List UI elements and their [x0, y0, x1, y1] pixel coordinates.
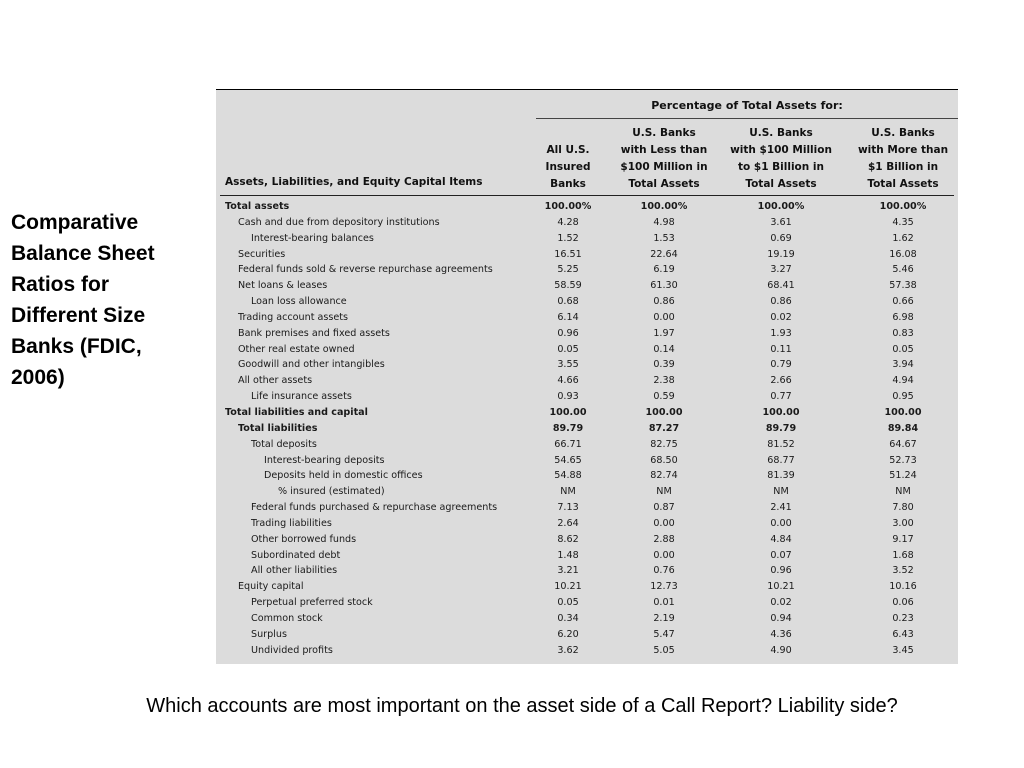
row-value: 3.27 — [770, 264, 792, 276]
row-value: 16.08 — [889, 248, 917, 260]
table-row — [216, 231, 958, 247]
row-value: 0.94 — [770, 612, 792, 624]
row-value: 68.41 — [767, 280, 795, 292]
row-value: 5.47 — [653, 628, 675, 640]
table-row — [216, 405, 958, 421]
row-value: 19.19 — [767, 248, 795, 260]
column-header-line: to $1 Billion in — [738, 161, 824, 173]
table-row — [216, 373, 958, 389]
title-line: Different Size — [11, 304, 146, 327]
row-label: Deposits held in domestic offices — [264, 470, 423, 482]
table-body — [216, 199, 958, 658]
table-row — [216, 294, 958, 310]
row-value: 0.00 — [653, 311, 675, 323]
row-label: Federal funds sold & reverse repurchase agreements — [238, 264, 493, 276]
row-label: Other borrowed funds — [251, 533, 357, 545]
table-row — [216, 532, 958, 548]
row-value: 100.00% — [879, 201, 927, 212]
row-value: 82.75 — [650, 438, 678, 450]
row-value: 3.52 — [892, 565, 914, 577]
row-label: Perpetual preferred stock — [251, 597, 373, 609]
row-value: 0.34 — [557, 612, 579, 624]
column-header-line: $100 Million in — [620, 161, 708, 173]
row-value: 52.73 — [889, 454, 917, 466]
row-value: NM — [656, 486, 672, 498]
row-value: 2.41 — [770, 502, 792, 514]
slide-title — [11, 207, 201, 393]
row-label: Life insurance assets — [251, 391, 352, 403]
row-value: 58.59 — [554, 280, 582, 292]
row-value: 2.88 — [653, 533, 675, 545]
row-label: Interest-bearing balances — [251, 232, 374, 244]
row-value: 0.96 — [557, 327, 579, 339]
row-value: 0.11 — [770, 343, 792, 355]
row-value: 0.69 — [770, 232, 792, 244]
row-value: 0.02 — [770, 311, 792, 323]
row-label: % insured (estimated) — [278, 486, 385, 498]
row-value: 7.80 — [892, 502, 914, 514]
row-label: Trading account assets — [238, 311, 349, 323]
row-value: 81.39 — [767, 470, 795, 482]
row-value: 87.27 — [648, 422, 680, 434]
row-label: Net loans & leases — [238, 280, 328, 292]
column-header-line: with More than — [857, 144, 949, 156]
table-row — [216, 357, 958, 373]
row-value: 3.55 — [557, 359, 579, 371]
row-value: 1.52 — [557, 232, 579, 244]
table-row — [216, 627, 958, 643]
row-value: 6.20 — [557, 628, 579, 640]
column-header-line: Total Assets — [628, 178, 700, 190]
table-row — [216, 342, 958, 358]
table-row — [216, 247, 958, 263]
row-value: 0.00 — [653, 517, 675, 529]
row-value: 0.14 — [653, 343, 675, 355]
title-line: Ratios for — [11, 273, 110, 296]
discussion-question: Which accounts are most important on the asset side of a Call Report? Liability side? — [146, 695, 898, 717]
row-label: Interest-bearing deposits — [264, 454, 385, 466]
row-value: 57.38 — [889, 280, 917, 292]
row-value: 0.66 — [892, 296, 914, 308]
row-value: 6.14 — [557, 311, 579, 323]
column-header-line: U.S. Banks — [871, 127, 935, 139]
row-label: Trading liabilities — [251, 517, 332, 529]
row-value: 2.38 — [653, 375, 675, 387]
column-header-line: $1 Billion in — [867, 161, 939, 173]
row-value: 89.79 — [552, 422, 584, 434]
column-header-line: Total Assets — [745, 178, 817, 190]
row-label: Common stock — [251, 612, 323, 624]
table-row — [216, 437, 958, 453]
row-value: 0.02 — [770, 597, 792, 609]
item-column-header: Assets, Liabilities, and Equity Capital Items — [225, 176, 483, 188]
row-value: 0.01 — [653, 597, 675, 609]
row-value: 0.68 — [557, 296, 579, 308]
row-value: 16.51 — [554, 248, 582, 260]
span-header-rule — [536, 118, 958, 119]
row-value: 3.62 — [557, 644, 579, 656]
row-label: Equity capital — [238, 581, 304, 593]
row-value: 10.21 — [767, 581, 795, 593]
row-value: 1.97 — [653, 327, 675, 339]
row-value: NM — [773, 486, 789, 498]
table-row — [216, 326, 958, 342]
row-value: 6.19 — [653, 264, 675, 276]
row-value: 100.00% — [544, 201, 592, 212]
table-row — [216, 453, 958, 469]
span-header: Percentage of Total Assets for: — [651, 99, 843, 112]
row-value: 4.36 — [770, 628, 792, 640]
column-header-large-banks — [844, 125, 962, 193]
row-label: Securities — [238, 248, 286, 260]
row-label: Subordinated debt — [251, 549, 341, 561]
row-value: 3.94 — [892, 359, 914, 371]
row-value: 82.74 — [650, 470, 678, 482]
row-label: Surplus — [251, 628, 287, 640]
table-row — [216, 579, 958, 595]
column-header-line: All U.S. — [546, 144, 590, 156]
table-row — [216, 262, 958, 278]
row-value: 0.05 — [557, 343, 579, 355]
row-value: 7.13 — [557, 502, 579, 514]
row-value: 10.16 — [889, 581, 917, 593]
column-header-line: Total Assets — [867, 178, 939, 190]
row-value: 68.50 — [650, 454, 678, 466]
row-value: 1.93 — [770, 327, 792, 339]
row-value: 8.62 — [557, 533, 579, 545]
row-value: 81.52 — [767, 438, 795, 450]
row-value: 9.17 — [892, 533, 914, 545]
row-value: 0.96 — [770, 565, 792, 577]
row-value: 4.66 — [557, 375, 579, 387]
row-label: Bank premises and fixed assets — [238, 327, 390, 339]
title-line: Banks (FDIC, — [11, 335, 142, 358]
column-header-line: with Less than — [620, 144, 708, 156]
row-value: 100.00 — [884, 406, 922, 418]
row-value: 22.64 — [650, 248, 678, 260]
table-row — [216, 500, 958, 516]
table-row — [216, 199, 958, 215]
header-rule — [220, 195, 954, 196]
row-value: 0.93 — [557, 391, 579, 403]
title-line: Balance Sheet — [11, 242, 155, 265]
row-value: NM — [895, 486, 911, 498]
table-top-rule — [216, 89, 958, 90]
table-row — [216, 548, 958, 564]
table-row — [216, 215, 958, 231]
row-value: 0.79 — [770, 359, 792, 371]
table-row — [216, 468, 958, 484]
row-value: 54.65 — [554, 454, 582, 466]
row-value: 0.00 — [653, 549, 675, 561]
row-value: 4.35 — [892, 216, 914, 228]
row-value: 89.79 — [765, 422, 797, 434]
balance-sheet-table — [216, 89, 958, 664]
row-value: 51.24 — [889, 470, 917, 482]
row-value: 64.67 — [889, 438, 917, 450]
row-value: 5.05 — [653, 644, 675, 656]
row-label: All other liabilities — [251, 565, 338, 577]
table-row — [216, 484, 958, 500]
row-value: 1.68 — [892, 549, 914, 561]
row-value: NM — [560, 486, 576, 498]
row-value: 0.07 — [770, 549, 792, 561]
row-value: 6.98 — [892, 311, 914, 323]
table-row — [216, 643, 958, 659]
row-label: Other real estate owned — [238, 343, 355, 355]
row-value: 12.73 — [650, 581, 678, 593]
row-label: Cash and due from depository institutions — [238, 216, 440, 228]
row-value: 3.00 — [892, 517, 914, 529]
table-row — [216, 611, 958, 627]
row-value: 10.21 — [554, 581, 582, 593]
row-value: 68.77 — [767, 454, 795, 466]
row-value: 0.77 — [770, 391, 792, 403]
table-row — [216, 595, 958, 611]
column-header-line: Banks — [550, 178, 586, 190]
row-value: 2.66 — [770, 375, 792, 387]
row-value: 1.62 — [892, 232, 914, 244]
row-value: 3.61 — [770, 216, 792, 228]
row-value: 4.90 — [770, 644, 792, 656]
row-label: All other assets — [238, 375, 313, 387]
table-row — [216, 389, 958, 405]
row-label: Goodwill and other intangibles — [238, 359, 385, 371]
row-value: 2.64 — [557, 517, 579, 529]
row-label: Total deposits — [251, 438, 317, 450]
table-row — [216, 516, 958, 532]
row-value: 100.00 — [549, 406, 587, 418]
row-value: 0.05 — [892, 343, 914, 355]
row-value: 0.05 — [557, 597, 579, 609]
table-row — [216, 310, 958, 326]
row-value: 0.87 — [653, 502, 675, 514]
row-value: 61.30 — [650, 280, 678, 292]
row-value: 0.76 — [653, 565, 675, 577]
row-label: Federal funds purchased & repurchase agreements — [251, 502, 498, 514]
row-value: 4.98 — [653, 216, 675, 228]
column-header-all-banks — [536, 125, 600, 193]
column-header-line: U.S. Banks — [632, 127, 696, 139]
column-header-line: with $100 Million — [730, 144, 832, 156]
row-value: 0.06 — [892, 597, 914, 609]
table-row — [216, 278, 958, 294]
row-label: Total liabilities and capital — [225, 406, 368, 418]
title-line: 2006) — [11, 366, 65, 389]
row-label: Loan loss allowance — [251, 296, 347, 308]
title-line: Comparative — [11, 211, 139, 234]
row-value: 0.83 — [892, 327, 914, 339]
row-label: Total liabilities — [238, 422, 318, 434]
row-value: 100.00 — [762, 406, 800, 418]
row-value: 100.00% — [757, 201, 805, 212]
row-value: 4.94 — [892, 375, 914, 387]
row-value: 100.00 — [645, 406, 683, 418]
row-value: 5.46 — [892, 264, 914, 276]
row-value: 54.88 — [554, 470, 582, 482]
row-value: 5.25 — [557, 264, 579, 276]
row-value: 3.45 — [892, 644, 914, 656]
row-value: 0.23 — [892, 612, 914, 624]
column-header-line: U.S. Banks — [749, 127, 813, 139]
row-value: 89.84 — [887, 422, 919, 434]
row-label: Undivided profits — [251, 644, 333, 656]
row-value: 0.39 — [653, 359, 675, 371]
row-value: 4.28 — [557, 216, 579, 228]
row-value: 0.86 — [770, 296, 792, 308]
row-value: 1.48 — [557, 549, 579, 561]
row-label: Total assets — [225, 201, 290, 212]
row-value: 0.00 — [770, 517, 792, 529]
row-value: 0.95 — [892, 391, 914, 403]
row-value: 4.84 — [770, 533, 792, 545]
table-row — [216, 563, 958, 579]
row-value: 2.19 — [653, 612, 675, 624]
row-value: 100.00% — [640, 201, 688, 212]
table-row — [216, 421, 958, 437]
column-header-small-banks — [604, 125, 724, 193]
row-value: 0.86 — [653, 296, 675, 308]
row-value: 1.53 — [653, 232, 675, 244]
column-header-line: Insured — [545, 161, 591, 173]
row-value: 66.71 — [554, 438, 582, 450]
row-value: 6.43 — [892, 628, 914, 640]
row-value: 0.59 — [653, 391, 675, 403]
row-value: 3.21 — [557, 565, 579, 577]
column-header-medium-banks — [724, 125, 838, 193]
